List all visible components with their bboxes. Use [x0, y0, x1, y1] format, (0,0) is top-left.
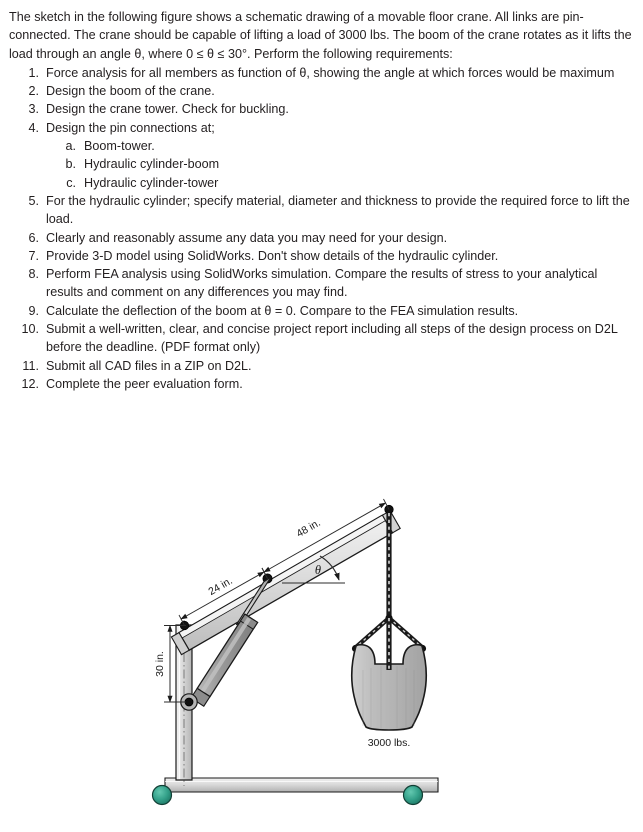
requirement-number: 8. [28, 267, 39, 282]
base-rail [165, 778, 438, 792]
requirement-text: Clearly and reasonably assume any data you may need for your design. [46, 230, 448, 245]
wheel-left [153, 786, 172, 805]
requirement-text: Design the pin connections at; [46, 120, 215, 135]
sub-requirement-text: Boom-tower. [84, 139, 155, 154]
requirement-text: For the hydraulic cylinder; specify material, diameter and thickness to provide the required force to lift the load. [46, 193, 630, 227]
requirement-item [9, 192, 637, 229]
requirement-item [9, 302, 637, 320]
sub-requirements-list [46, 137, 637, 192]
requirement-text: Design the crane tower. Check for buckling. [46, 102, 289, 117]
requirements-list [9, 64, 637, 393]
requirement-number: 11. [22, 358, 39, 373]
dimension-24in-label: 24 in. [206, 574, 235, 598]
sub-requirement-letter: b. [65, 157, 76, 172]
requirement-text: Submit a well-written, clear, and concise project report including all steps of the design process on D2L before the deadline. (PDF format only) [46, 322, 618, 355]
requirement-item [9, 100, 637, 118]
requirement-number: 9. [28, 303, 39, 318]
sub-requirement-text: Hydraulic cylinder-tower [84, 175, 219, 190]
load-bucket [352, 618, 426, 730]
intro-paragraph: The sketch in the following figure shows a schematic drawing of a movable floor crane. All links are pin-connected. The crane should be capable of lifting a load of 3000 lbs. The boom of the crane rotates as it lifts the load through an angle θ, where 0 ≤ θ ≤ 30°. Perform the following requirements: [9, 10, 632, 61]
sub-requirement-text: Hydraulic cylinder-boom [84, 157, 220, 172]
requirement-item [9, 119, 637, 192]
crane-figure [0, 480, 643, 832]
requirement-item [9, 82, 637, 100]
requirement-number: 1. [28, 65, 39, 80]
requirement-number: 3. [28, 102, 39, 117]
requirement-number: 10. [21, 322, 39, 337]
wheel-right [404, 786, 423, 805]
requirement-item [9, 229, 637, 247]
requirement-item [9, 375, 637, 393]
assignment-text [9, 8, 637, 393]
requirement-item [9, 357, 637, 375]
sub-requirement-item [46, 137, 637, 155]
requirement-number: 2. [28, 84, 39, 99]
sub-requirement-letter: a. [65, 139, 76, 154]
requirement-item [9, 64, 637, 82]
sub-requirement-item [46, 174, 637, 192]
dimension-30in-label: 30 in. [154, 651, 166, 677]
requirement-number: 4. [28, 120, 39, 135]
angle-label: θ [314, 563, 322, 577]
requirement-text: Submit all CAD files in a ZIP on D2L. [46, 358, 252, 373]
requirement-text: Design the boom of the crane. [46, 84, 215, 99]
requirement-text: Force analysis for all members as function of θ, showing the angle at which forces would be maximum [46, 65, 615, 80]
dimension-48in-label: 48 in. [294, 516, 323, 540]
requirement-item [9, 320, 637, 357]
requirement-number: 7. [28, 248, 39, 263]
requirement-number: 5. [28, 193, 39, 208]
requirement-text: Perform FEA analysis using SolidWorks simulation. Compare the results of stress to your analytical results and comment on any differences you may find. [46, 267, 598, 300]
sub-requirement-item [46, 155, 637, 173]
load-label: 3000 lbs. [367, 737, 411, 749]
requirement-text: Complete the peer evaluation form. [46, 376, 243, 391]
requirement-item [9, 265, 637, 302]
requirement-text: Calculate the deflection of the boom at θ = 0. Compare to the FEA simulation results. [46, 303, 519, 318]
requirement-item [9, 247, 637, 265]
requirement-number: 6. [28, 230, 39, 245]
sub-requirement-letter: c. [66, 175, 76, 190]
requirement-text: Provide 3-D model using SolidWorks. Don't show details of the hydraulic cylinder. [46, 248, 499, 263]
requirement-number: 12. [21, 376, 39, 391]
